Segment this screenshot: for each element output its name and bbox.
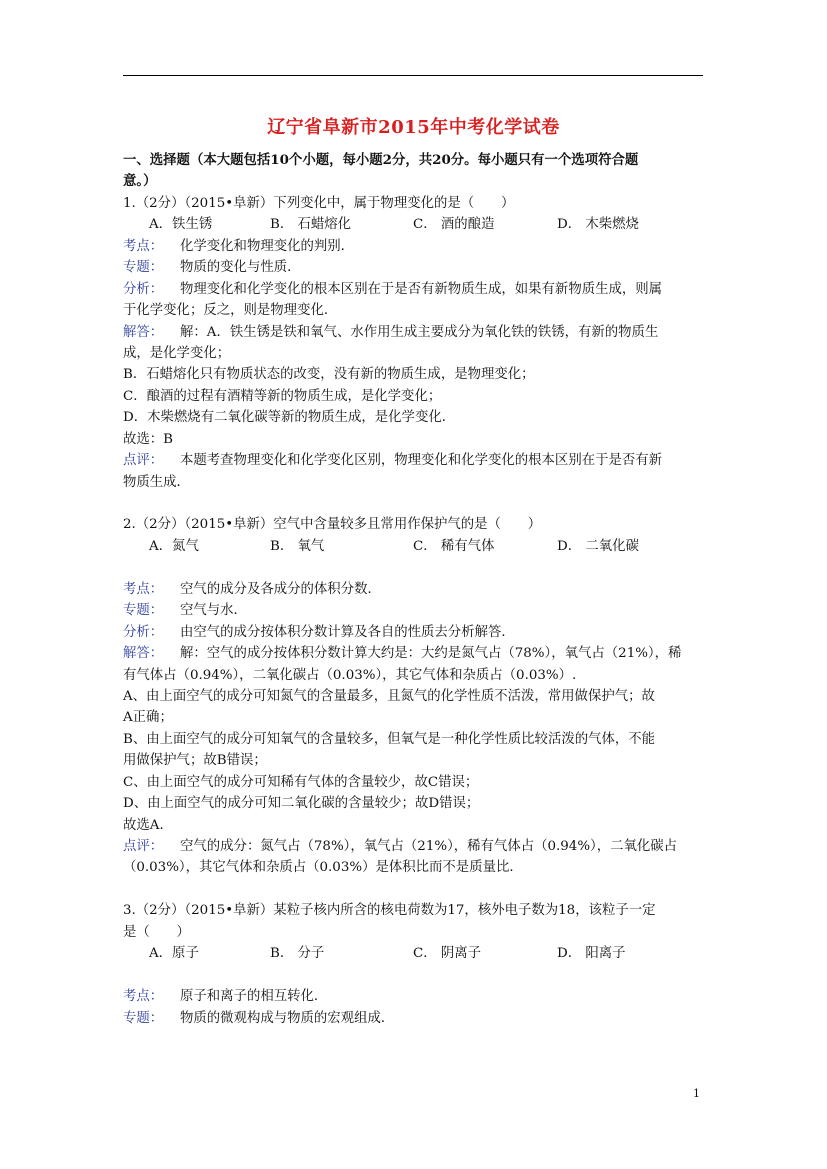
kaodian-label: 考点： — [123, 581, 164, 597]
section-heading-line2: 意。） — [123, 173, 157, 190]
q2-option-c: C． 稀有气体 — [413, 538, 495, 554]
q1-fenxi-text-2: 于化学变化；反之，则是物理变化． — [123, 303, 338, 319]
q1-jieda-text-1: 解：A．铁生锈是铁和氧气、水作用生成主要成分为氧化铁的铁锈，有新的物质生 — [180, 324, 659, 340]
q1-answer: 故选：B — [123, 431, 174, 447]
q2-kaodian — [123, 579, 705, 600]
q1-jieda — [123, 322, 705, 343]
q3-option-a: A．原子 — [149, 946, 199, 962]
q2-jieda-text-3: A、由上面空气的成分可知氮气的含量最多，且氮气的化学性质不活泼，常用做保护气；故 — [123, 688, 655, 704]
fenxi-label: 分析： — [123, 624, 164, 640]
q1-jieda-text-3: B．石蜡熔化只有物质状态的改变，没有新的物质生成，是物理变化； — [123, 367, 535, 383]
zhuanti-label: 专题： — [123, 603, 164, 619]
jieda-label: 解答： — [123, 324, 164, 340]
q3-zhuanti-text: 物质的微观构成与物质的宏观组成． — [180, 1010, 395, 1026]
q2-dianping-text-1: 空气的成分：氮气占（78%），氧气占（21%），稀有气体占（0.94%），二氧化碳占 — [180, 839, 678, 854]
q1-zhuanti — [123, 257, 705, 278]
q1-dianping-text-1: 本题考查物理变化和化学变化区别，物理变化和化学变化的根本区别在于是否有新 — [180, 453, 663, 469]
section-heading-line1: 一、选择题（本大题包括10个小题，每小题2分，共20分。每小题只有一个选项符合题 — [123, 152, 639, 168]
q2-dianping — [123, 836, 705, 857]
q1-jieda-text-2: 成，是化学变化； — [123, 345, 231, 361]
q2-stem: 2.（2分）（2015•阜新）空气中含量较多且常用作保护气的是（ ） — [123, 517, 542, 533]
exam-title: 辽宁省阜新市2015年中考化学试卷 — [267, 117, 560, 138]
q2-jieda-text-7: C、由上面空气的成分可知稀有气体的含量较少，故C错误； — [123, 774, 479, 790]
q2-fenxi-text: 由空气的成分按体积分数计算及各自的性质去分析解答． — [180, 624, 515, 640]
q2-fenxi — [123, 622, 705, 643]
q2-jieda-text-8: D、由上面空气的成分可知二氧化碳的含量较少；故D错误； — [123, 796, 480, 812]
jieda-label: 解答： — [123, 646, 164, 662]
header-rule — [123, 75, 703, 76]
q3-kaodian — [123, 986, 705, 1007]
page-number: 1 — [693, 1087, 700, 1100]
q2-jieda — [123, 643, 705, 664]
q1-option-b: B． 石蜡熔化 — [270, 217, 352, 233]
q1-option-c: C． 酒的酿造 — [413, 217, 495, 233]
dianping-label: 点评： — [123, 453, 164, 469]
q1-option-d: D． 木柴燃烧 — [557, 217, 639, 233]
q3-option-d: D． 阳离子 — [557, 946, 626, 962]
kaodian-label: 考点： — [123, 238, 164, 254]
q1-dianping-text-2: 物质生成． — [123, 474, 190, 490]
q1-kaodian — [123, 236, 705, 257]
q2-option-a: A．氮气 — [149, 538, 199, 554]
q2-dianping-text-2: （0.03%），其它气体和杂质占（0.03%）是体积比而不是质量比． — [123, 860, 523, 876]
q3-stem-1: 3.（2分）（2015•阜新）某粒子核内所含的核电荷数为17，核外电子数为18，该粒子一定 — [123, 903, 656, 919]
q2-jieda-text-5: B、由上面空气的成分可知氧气的含量较多，但氧气是一种化学性质比较活泼的气体，不能 — [123, 731, 656, 747]
q2-answer: 故选A． — [123, 817, 173, 833]
q2-jieda-text-6: 用做保护气；故B错误； — [123, 753, 267, 769]
zhuanti-label: 专题： — [123, 260, 164, 276]
q1-options — [123, 214, 705, 235]
q3-option-c: C． 阴离子 — [413, 946, 482, 962]
q1-fenxi — [123, 279, 705, 300]
q3-option-b: B． 分子 — [270, 946, 325, 962]
q2-option-d: D． 二氧化碳 — [557, 538, 639, 554]
q2-jieda-text-2: 有气体占（0.94%），二氧化碳占（0.03%），其它气体和杂质占（0.03%）. — [123, 667, 577, 683]
q3-zhuanti — [123, 1008, 705, 1029]
q3-stem-2: 是（ ） — [123, 924, 190, 940]
kaodian-label: 考点： — [123, 989, 164, 1005]
q2-jieda-text-4: A正确； — [123, 710, 173, 726]
q1-stem: 1.（2分）（2015•阜新）下列变化中，属于物理变化的是（ ） — [123, 195, 515, 211]
q1-jieda-text-4: C．酿酒的过程有酒精等新的物质生成，是化学变化； — [123, 388, 442, 404]
q3-kaodian-text: 原子和离子的相互转化． — [180, 989, 328, 1005]
dianping-label: 点评： — [123, 839, 164, 854]
q2-option-b: B． 氧气 — [270, 538, 325, 554]
q2-options — [123, 536, 705, 557]
q2-kaodian-text: 空气的成分及各成分的体积分数． — [180, 581, 381, 597]
q1-dianping — [123, 450, 705, 471]
q1-jieda-text-5: D．木柴燃烧有二氧化碳等新的物质生成，是化学变化． — [123, 410, 456, 426]
q2-jieda-text-1: 解：空气的成分按体积分数计算大约是：大约是氮气占（78%），氧气占（21%），稀 — [180, 646, 682, 662]
q1-zhuanti-text: 物质的变化与性质． — [180, 260, 301, 276]
q1-kaodian-text: 化学变化和物理变化的判别． — [180, 238, 355, 254]
zhuanti-label: 专题： — [123, 1010, 164, 1026]
q2-zhuanti-text: 空气与水． — [180, 603, 247, 619]
fenxi-label: 分析： — [123, 281, 164, 297]
q2-zhuanti — [123, 600, 705, 621]
q3-options — [123, 943, 705, 964]
q1-option-a: A．铁生锈 — [149, 217, 213, 233]
content-body — [123, 150, 705, 1029]
q1-fenxi-text-1: 物理变化和化学变化的根本区别在于是否有新物质生成，如果有新物质生成，则属 — [180, 281, 663, 297]
